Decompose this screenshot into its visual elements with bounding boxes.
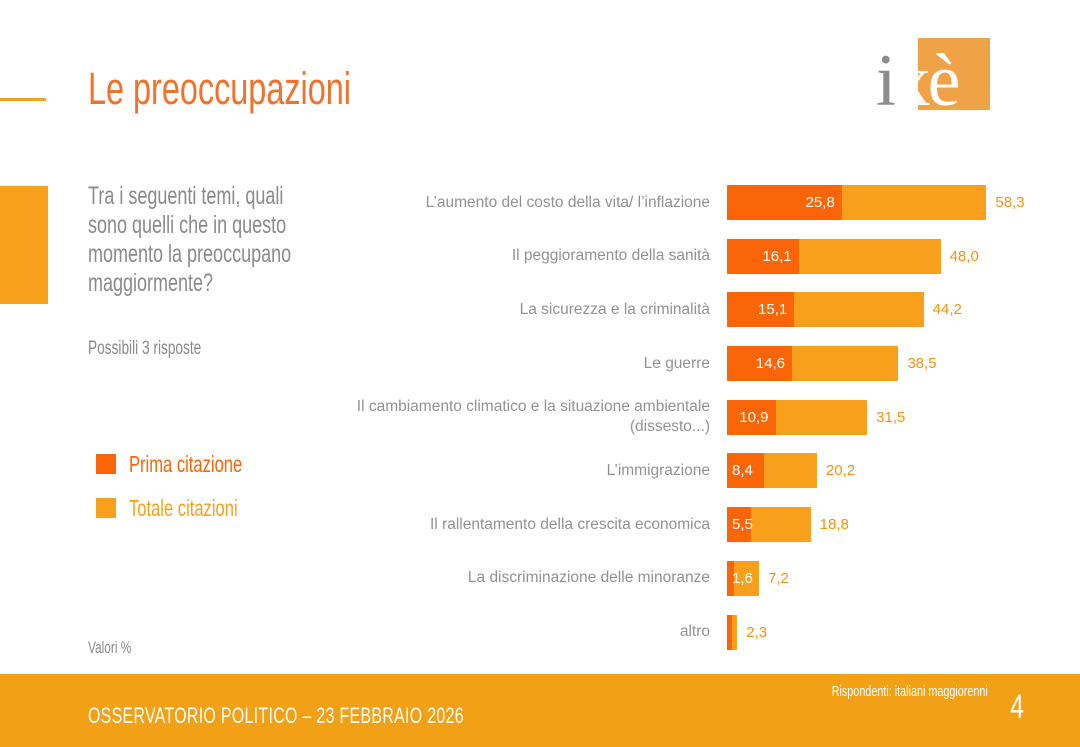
totale-value-label: 18,8 bbox=[819, 516, 849, 534]
totale-value-label: 38,5 bbox=[907, 355, 937, 373]
bar-group bbox=[727, 239, 1080, 274]
values-unit-note: Valori % bbox=[88, 639, 132, 657]
prima-value-label: 10,9 bbox=[739, 408, 769, 426]
legend-label-prima: Prima citazione bbox=[129, 451, 243, 477]
bar-segment-totale-citazioni bbox=[799, 239, 941, 274]
bar-chart bbox=[0, 185, 1080, 668]
bar-segment-totale-citazioni bbox=[764, 453, 817, 488]
bar-segment-totale-citazioni bbox=[792, 346, 898, 381]
bar-segment-totale-citazioni bbox=[776, 400, 868, 435]
prima-value-label: 1,6 bbox=[732, 569, 753, 587]
title-accent-dash bbox=[0, 98, 46, 101]
totale-value-label: 2,3 bbox=[746, 623, 768, 641]
prima-value-label: 15,1 bbox=[757, 301, 788, 319]
chart-row bbox=[0, 561, 1080, 596]
totale-value-label: 44,2 bbox=[932, 301, 962, 319]
category-label: Il cambiamento climatico e la situazione ambientale (dissesto...) bbox=[356, 398, 710, 436]
bar-group bbox=[727, 561, 1080, 596]
totale-value-label: 58,3 bbox=[995, 194, 1025, 211]
totale-value-label: 48,0 bbox=[949, 247, 979, 265]
bar-segment-totale-citazioni bbox=[842, 185, 987, 220]
chart-row bbox=[0, 400, 1080, 435]
responses-note: Possibili 3 risposte bbox=[88, 338, 202, 359]
ixe-logo-text bbox=[876, 40, 958, 122]
bar-group bbox=[727, 185, 1080, 220]
chart-row bbox=[0, 615, 1080, 650]
category-label: La sicurezza e la criminalità bbox=[519, 300, 710, 318]
bar-group bbox=[727, 292, 1080, 327]
legend-label-totale: Totale citazioni bbox=[129, 495, 238, 521]
chart-row bbox=[0, 346, 1080, 381]
category-label: L’aumento del costo della vita/ l’inflazione bbox=[425, 193, 710, 211]
prima-value-label: 5,5 bbox=[732, 516, 753, 534]
category-label: Il rallentamento della crescita economica bbox=[430, 515, 710, 533]
page-number: 4 bbox=[1010, 688, 1024, 726]
category-label: La discriminazione delle minoranze bbox=[467, 569, 710, 587]
category-label: altro bbox=[679, 623, 710, 641]
prima-value-label: 14,6 bbox=[755, 355, 785, 373]
chart-row bbox=[0, 185, 1080, 220]
category-label: Il peggioramento della sanità bbox=[511, 247, 710, 265]
prima-value-label: 25,8 bbox=[805, 194, 835, 211]
logo-letter-i: i bbox=[876, 40, 894, 122]
bar-segment-totale-citazioni bbox=[794, 292, 923, 327]
footer-title: OSSERVATORIO POLITICO – 23 FEBBRAIO 2026 bbox=[88, 703, 464, 728]
totale-value-label: 31,5 bbox=[876, 408, 906, 426]
footer-respondents: Rispondenti: italiani maggiorenni bbox=[831, 683, 988, 700]
chart-row bbox=[0, 239, 1080, 274]
survey-question: Tra i seguenti temi, quali sono quelli che in questo momento la preoccupano maggiormente? bbox=[88, 182, 292, 297]
chart-row bbox=[0, 507, 1080, 542]
chart-row bbox=[0, 292, 1080, 327]
page-title: Le preoccupazioni bbox=[88, 63, 351, 114]
bar-segment-totale-citazioni bbox=[751, 507, 810, 542]
chart-row bbox=[0, 453, 1080, 488]
bar-group bbox=[727, 346, 1080, 381]
prima-value-label: 8,4 bbox=[732, 462, 753, 480]
logo-letters-xe: xè bbox=[893, 40, 958, 122]
bar-group bbox=[727, 507, 1080, 542]
ixe-logo bbox=[876, 38, 990, 122]
prima-value-label: 16,1 bbox=[762, 247, 792, 265]
bar-group bbox=[727, 453, 1080, 488]
category-label: Le guerre bbox=[643, 354, 710, 372]
footer-band bbox=[0, 674, 1080, 747]
totale-value-label: 7,2 bbox=[768, 569, 789, 587]
totale-value-label: 20,2 bbox=[825, 462, 856, 480]
bar-group bbox=[727, 400, 1080, 435]
bar-segment-totale-citazioni bbox=[732, 615, 737, 650]
bar-group bbox=[727, 615, 1080, 650]
category-label: L’immigrazione bbox=[606, 462, 710, 480]
